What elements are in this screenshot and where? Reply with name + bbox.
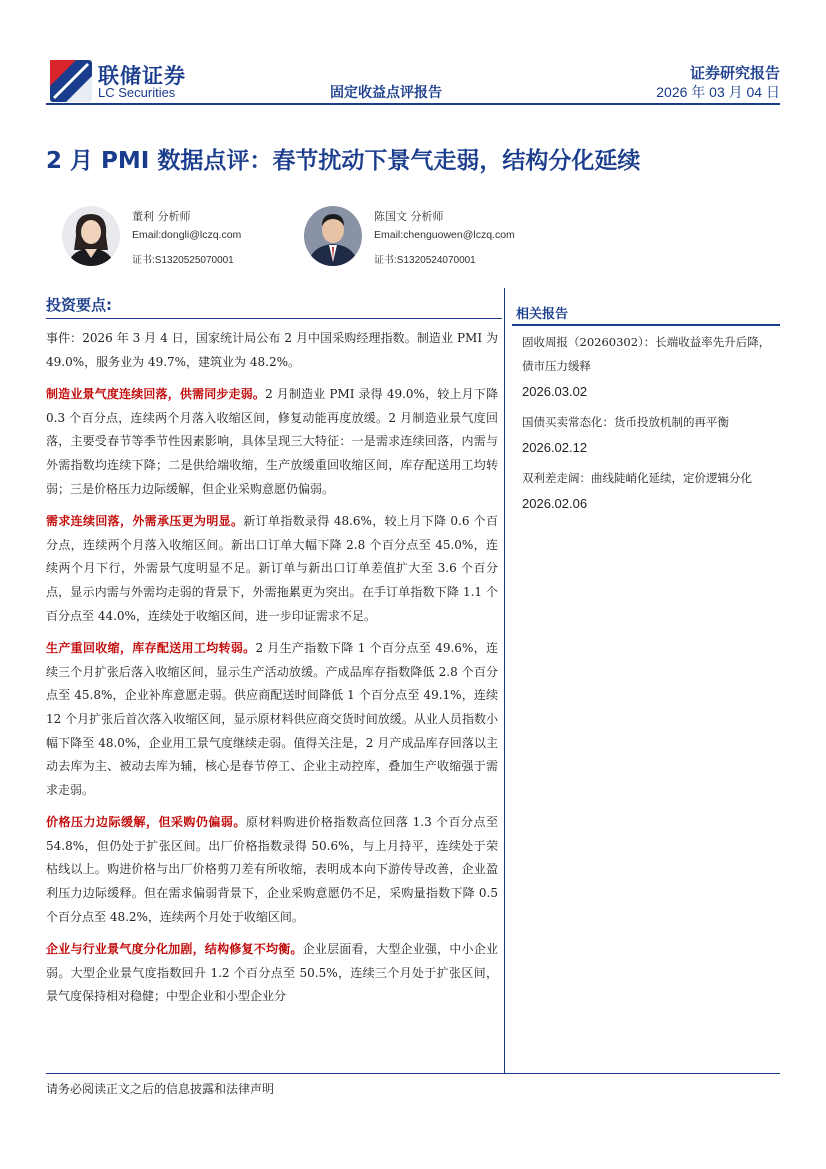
key-point-lead: 企业与行业景气度分化加剧，结构修复不均衡。: [46, 942, 303, 957]
analyst-photo: [62, 206, 120, 266]
analyst-card: [304, 206, 564, 268]
report-date: 2026 年 03 月 04 日: [656, 84, 780, 100]
analyst-email[interactable]: Email:dongli@lczq.com: [132, 229, 242, 241]
related-report-date: 2026.02.12: [522, 440, 588, 455]
analyst-email[interactable]: Email:chenguowen@lczq.com: [374, 229, 515, 241]
related-reports-list: [522, 330, 778, 522]
key-points-heading: 投资要点:: [46, 296, 112, 314]
related-report-item[interactable]: [522, 330, 778, 406]
report-title: 2 月 PMI 数据点评：春节扰动下景气走弱，结构分化延续: [46, 148, 641, 174]
key-point-text: 2 月生产指数下降 1 个百分点至 49.6%，连续三个月扩张后落入收缩区间，显示生产活动放缓。产成品库存指数降低 2.8 个百分点至 45.8%，企业补库意愿走弱。供应商配送时间降低 1 个百分点至 49.1%，连续 12 个月扩张后首次落入收缩区间，显示原材料供应商交货时间放缓。从业人员指数小幅下降至 48.0%，企业用工景气度继续走弱。值得关注是，2 月产成品库存回落以主动去库为主、被动去库为辅，核心是春节停工、企业主动控库，叠加生产收缩强于需求走弱。: [46, 641, 498, 797]
logo-mark-icon: [50, 60, 92, 102]
analyst-name: 董利 分析师: [132, 210, 191, 223]
related-report-item[interactable]: [522, 466, 778, 518]
analyst-cert: 证书:S1320524070001: [374, 255, 476, 266]
key-points-body: [46, 327, 498, 1071]
key-point-text: 2 月制造业 PMI 录得 49.0%，较上月下降 0.3 个百分点，连续两个月落入收缩区间，修复动能再度放缓。2 月制造业景气度回落，主要受春节等季节性因素影响，具体呈现三大特征：一是需求连续回落，内需与外需指数均连续下降；二是供给端收缩，生产放缓重回收缩区间，库存配送用工均转弱；三是价格压力边际缓解，但企业采购意愿仍偏弱。: [46, 387, 498, 496]
key-point-paragraph: [46, 938, 498, 1009]
analyst-cert: 证书:S1320525070001: [132, 255, 234, 266]
key-points-divider: [46, 318, 502, 319]
related-report-title[interactable]: 固收周报（20260302）：长端收益率先升后降，债市压力缓释: [522, 335, 771, 373]
header-divider: [46, 103, 780, 105]
related-report-date: 2026.02.06: [522, 496, 588, 511]
key-point-paragraph: [46, 510, 498, 628]
column-divider: [504, 288, 505, 1073]
logo-text-en: LC Securities: [98, 85, 176, 100]
key-point-text: 事件：2026 年 3 月 4 日，国家统计局公布 2 月中国采购经理指数。制造业 PMI 为 49.0%，服务业为 49.7%，建筑业为 48.2%。: [46, 331, 498, 369]
report-subtype: 固定收益点评报告: [330, 85, 442, 101]
key-point-paragraph: [46, 637, 498, 802]
key-point-paragraph: [46, 811, 498, 929]
key-point-lead: 价格压力边际缓解，但采购仍偏弱。: [46, 815, 246, 830]
key-point-text: 企业层面看，大型企业强，中小企业弱。大型企业景气度指数回升 1.2 个百分点至 50.5%，连续三个月处于扩张区间，景气度保持相对稳健；中型企业和小型企业分: [46, 942, 498, 1004]
disclaimer-notice: 请务必阅读正文之后的信息披露和法律声明: [46, 1082, 275, 1096]
related-report-title[interactable]: 双利差走阔：曲线陡峭化延续，定价逻辑分化: [522, 471, 752, 485]
analyst-name: 陈国文 分析师: [374, 210, 444, 223]
related-report-title[interactable]: 国债买卖常态化：货币投放机制的再平衡: [522, 415, 729, 429]
key-point-paragraph: [46, 383, 498, 501]
key-point-lead: 生产重回收缩，库存配送用工均转弱。: [46, 641, 256, 656]
footer-divider: [46, 1073, 780, 1074]
analyst-photo: [304, 206, 362, 266]
logo-text-cn: 联储证券: [98, 64, 186, 88]
key-point-text: 原材料购进价格指数高位回落 1.3 个百分点至 54.8%，但仍处于扩张区间。出厂价格指数录得 50.6%，与上月持平，连续处于荣枯线以上。购进价格与出厂价格剪刀差有所收缩，表明成本向下游传导改善，企业盈利压力边际缓释。但在需求偏弱背景下，企业采购意愿仍不足，采购量指数下降 0.5 个百分点至 48.2%，连续两个月处于收缩区间。: [46, 815, 498, 924]
key-point-paragraph: [46, 327, 498, 374]
related-reports-heading: 相关报告: [516, 307, 569, 322]
key-point-lead: 需求连续回落，外需承压更为明显。: [46, 514, 244, 529]
related-report-date: 2026.03.02: [522, 384, 588, 399]
company-logo: [50, 58, 195, 104]
key-point-text: 新订单指数录得 48.6%，较上月下降 0.6 个百分点，连续两个月落入收缩区间。新出口订单大幅下降 2.8 个百分点至 45.0%，连续两个月下行，外需景气度明显不足。新订单与新出口订单差值扩大至 3.6 个百分点，显示内需与外需均走弱的背景下，外需拖累更为突出。在手订单指数下降 1.1 个百分点至 44.0%，连续处于收缩区间，进一步印证需求不足。: [46, 514, 498, 623]
report-type: 证券研究报告: [689, 64, 780, 82]
key-point-lead: 制造业景气度连续回落，供需同步走弱。: [46, 387, 266, 402]
related-report-item[interactable]: [522, 410, 778, 462]
analyst-card: [62, 206, 292, 268]
related-reports-divider: [512, 324, 780, 326]
